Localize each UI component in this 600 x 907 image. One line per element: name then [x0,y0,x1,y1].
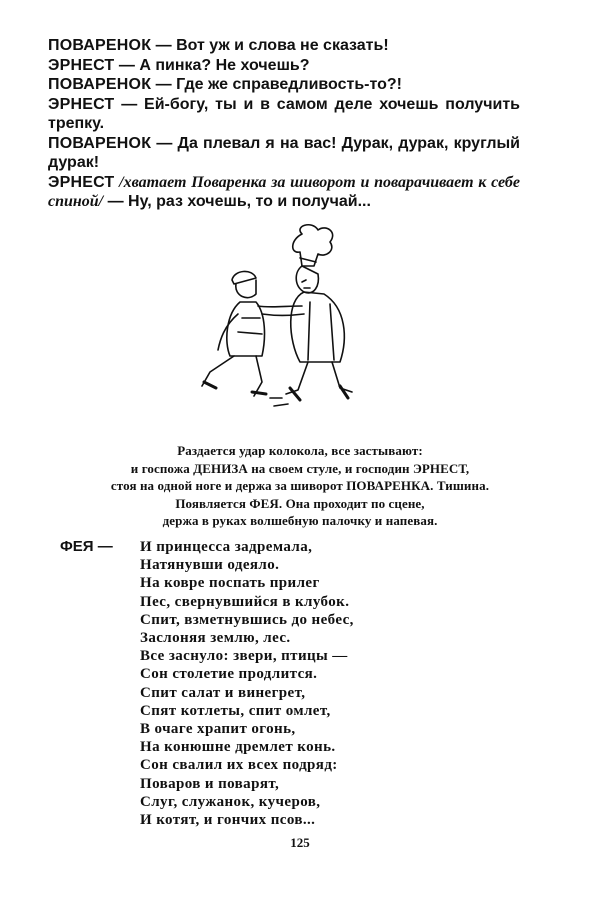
poem-line: Спит салат и винегрет, [140,684,306,701]
poem-line: Поваров и поварят, [140,775,280,792]
poem-line: В очаге храпит огонь, [140,721,296,738]
poem-line: И принцесса задремала, [140,539,313,555]
poem-line: Пес, свернувшийся в клубок. [140,593,350,610]
speaker-name: ПОВАРЕНОК [48,37,152,54]
stage-direction-line: стоя на одной ноге и держа за шиворот ПОВАРЕНКА. Тишина. [110,478,490,493]
speaker-name: ЭРНЕСТ [48,173,115,191]
poem-line: Сон столетие продлится. [140,666,318,683]
dialogue-line [48,56,520,76]
line-text: — Ей-богу, ты и в самом деле хочешь получить трепку. [48,95,520,132]
poem-line: Сон свалил их всех подряд: [140,757,338,774]
stage-direction [60,442,540,530]
poem-line: Заслоняя землю, лес. [140,630,291,647]
line-text: — Да плевал я на вас! Дурак, дурак, круглый дурак! [48,134,520,171]
dialogue-line [48,36,520,56]
dialogue-line [48,95,520,134]
stage-direction-line: Появляется ФЕЯ. Она проходит по сцене, [175,495,425,511]
poem-line: На ковре поспать прилег [140,575,320,592]
dialogue-line [48,173,520,212]
dialogue-line [48,134,520,173]
line-text: — Ну, раз хочешь, то и получай... [103,193,371,210]
page-number: 125 [290,835,310,850]
poem-line: Спит, взметнувшись до небес, [140,611,354,628]
speaker-name: ПОВАРЕНОК [48,134,152,152]
poem-line: И котят, и гончих псов... [140,812,316,829]
speaker-name: ПОВАРЕНОК [48,76,152,93]
poem-line: Слуг, служанок, кучеров, [140,793,321,810]
line-text: — Где же справедливость-то?! [151,76,402,93]
cook-and-kitchen-boy-illustration [190,222,365,412]
dialogue-block [48,36,520,212]
poem-speaker: ФЕЯ — [60,538,113,555]
speaker-name: ЭРНЕСТ [48,95,115,113]
stage-direction-line: Раздается удар колокола, все застывают: [177,443,423,458]
dialogue-line [48,75,520,95]
line-text: — А пинка? Не хочешь? [114,56,310,74]
poem-line: Спят котлеты, спит омлет, [140,702,331,719]
line-text: — Вот уж и слова не сказать! [151,37,389,54]
stage-direction-line: держа в руках волшебную палочку и напевая. [162,513,438,528]
poem-line: Натянувши одеяло. [140,557,280,574]
speaker-name: ЭРНЕСТ [48,56,115,74]
stage-direction-line: и госпожа ДЕНИЗА на своем стуле, и господин ЭРНЕСТ, [130,460,470,476]
poem-line: На конюшне дремлет конь. [140,739,336,756]
stage-remark: /хватает Поваренка за шиворот и поварачивает к себе спиной/ [48,173,520,210]
poem-line: Все заснуло: звери, птицы — [140,648,348,665]
poem [140,538,400,829]
